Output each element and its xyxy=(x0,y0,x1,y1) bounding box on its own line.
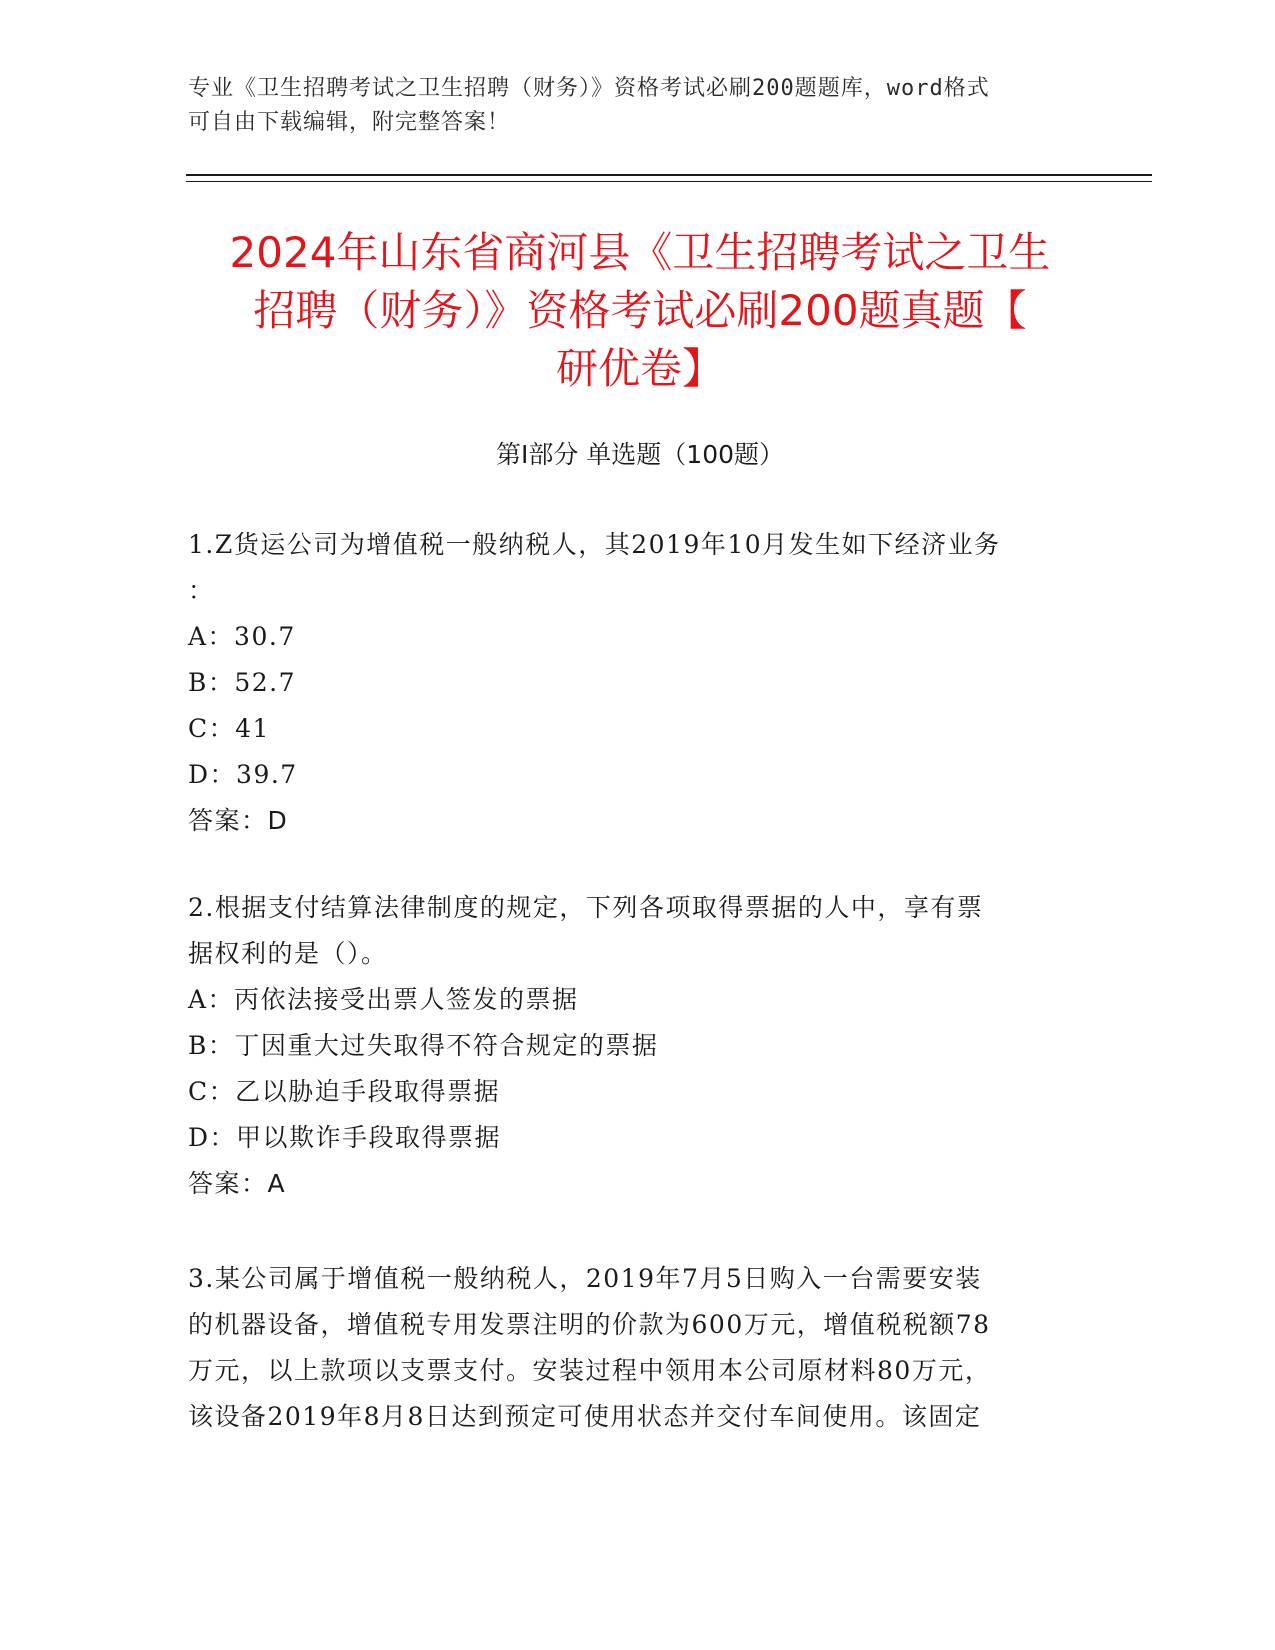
document-title xyxy=(180,224,1100,398)
question-stem: 据权利的是（）。 xyxy=(188,939,388,968)
question-stem: 万元，以上款项以支票支付。安装过程中领用本公司原材料80万元， xyxy=(188,1356,992,1385)
header-rule xyxy=(186,174,1152,176)
question-stem: 1.Z货运公司为增值税一般纳税人，其2019年10月发生如下经济业务 xyxy=(188,530,1001,559)
question-1 xyxy=(188,522,1088,844)
question-stem: 的机器设备，增值税专用发票注明的价款为600万元，增值税税额78 xyxy=(188,1310,991,1339)
question-stem: 3.某公司属于增值税一般纳税人，2019年7月5日购入一台需要安装 xyxy=(188,1264,982,1293)
option-d: D：39.7 xyxy=(188,760,298,789)
title-line: 研优卷】 xyxy=(555,344,724,393)
header-note xyxy=(188,72,1068,140)
question-2 xyxy=(188,885,1088,1207)
title-line: 2024年山东省商河县《卫生招聘考试之卫生 xyxy=(229,228,1051,277)
option-a: A：30.7 xyxy=(188,622,296,651)
answer: 答案：D xyxy=(188,806,289,835)
question-stem: 该设备2019年8月8日达到预定可使用状态并交付车间使用。该固定 xyxy=(188,1402,982,1431)
question-3 xyxy=(188,1256,1088,1440)
question-stem: 2.根据支付结算法律制度的规定，下列各项取得票据的人中，享有票 xyxy=(188,893,984,922)
option-b: B：52.7 xyxy=(188,668,297,697)
section-heading: 第Ⅰ部分 单选题（100题） xyxy=(495,440,785,469)
option-c: C：乙以胁迫手段取得票据 xyxy=(188,1077,501,1106)
option-d: D：甲以欺诈手段取得票据 xyxy=(188,1123,502,1152)
title-line: 招聘（财务）》资格考试必刷200题真题【 xyxy=(253,286,1027,335)
header-note-line: 可自由下载编辑，附完整答案！ xyxy=(188,110,511,135)
header-rule-thin xyxy=(186,181,1152,182)
answer: 答案：A xyxy=(188,1169,287,1198)
option-b: B：丁因重大过失取得不符合规定的票据 xyxy=(188,1031,659,1060)
header-note-line: 专业《卫生招聘考试之卫生招聘（财务）》资格考试必刷200题题库，word格式 xyxy=(188,76,990,101)
question-stem: ： xyxy=(188,576,215,605)
option-c: C：41 xyxy=(188,714,270,743)
option-a: A：丙依法接受出票人签发的票据 xyxy=(188,985,579,1014)
